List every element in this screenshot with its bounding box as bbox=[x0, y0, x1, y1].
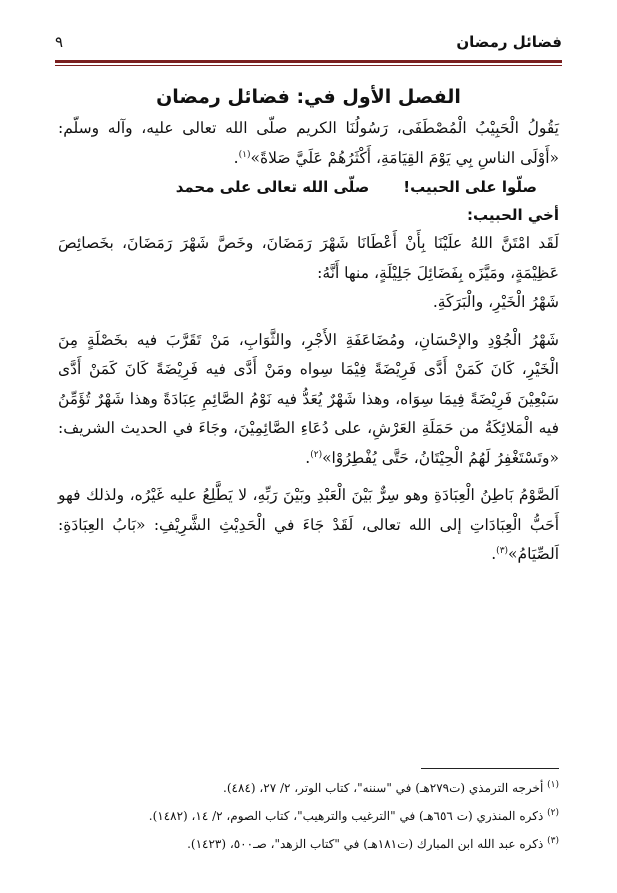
paragraph-text: يَقُولُ الْحَبِيْبُ الْمُصْطَفَى، رَسُولُنَا الكريم صلّى الله تعالى عليه، وآله وسلّم: «أَوْلَى الناسِ بِي يَوْمَ القِيَامَةِ، أَكْثَرُهُمْ عَلَيَّ صَلاةً» bbox=[58, 119, 559, 167]
paragraph-end: . bbox=[305, 448, 311, 467]
paragraph-text: شَهْرُ الْجُوْدِ والإحْسَانِ، ومُضَاعَفَةِ الأَجْرِ، والثَّوَابِ، مَنْ تَقَرَّبَ فيه بخَصْلَةٍ مِنَ الْخَيْرِ، كَانَ كَمَنْ أَدَّى فَرِيْضَةً فِيْمَا سِواه ومَنْ أَدَّى فيه فَرِيْضَةً كَانَ كَمَنْ أَدَّى سَبْعِيْنَ فَرِيْضَةً فِيمَا سِوَاه، وهذا شَهْرٌ يُعَدُّ فيه نَوْمُ الصَّائِمِ عِبَادَةً وهذا شَهْرٌ تُؤَمِّنُ فيه الْمَلائِكَةُ من حَمَلَةِ العَرْشِ، على دُعَاءِ الصَّائِمِيْنَ، وجَاءَ في الحديث الشريف: «وتَسْتَغْفِرُ لَهُمُ الْحِيْتَانُ، حَتَّى يُفْطِرُوْا» bbox=[58, 330, 559, 467]
chapter-title: الفصل الأول في: فضائل رمضان bbox=[156, 86, 461, 108]
footnote-marker: (١) bbox=[547, 780, 559, 790]
paragraph-end: . bbox=[491, 545, 497, 563]
footnotes bbox=[58, 774, 559, 858]
address-line bbox=[58, 201, 559, 229]
paragraph-month-of-generosity bbox=[58, 326, 559, 474]
paragraph-ramadan-gift: لَقَد امْتَنَّ اللهُ علَيْنَا بِأَنْ أَعْطَانَا شَهْرَ رَمَضَانَ، وخَصَّ شَهْرَ رَمَضَانَ، بخَصائِصَ عَظِيْمَةٍ، ومَيَّزَه بِفَضَائِلَ جَلِيْلَةٍ، منها أَنَّهُ: bbox=[58, 234, 559, 282]
address-text: أخي الحبيب bbox=[472, 206, 559, 224]
footnote-ref-2: (٢) bbox=[310, 449, 323, 460]
running-title: فضائل رمضان bbox=[456, 33, 562, 51]
footnote-1 bbox=[58, 774, 559, 802]
page-body bbox=[58, 82, 559, 570]
header-rule-thin bbox=[55, 65, 562, 66]
footnote-ref-3: (٣) bbox=[496, 545, 509, 556]
footnote-3 bbox=[58, 830, 559, 858]
page-number: ٩ bbox=[55, 33, 64, 51]
salawat-call: صلّوا على الحبيب! bbox=[403, 178, 537, 196]
footnote-marker: (٢) bbox=[547, 808, 559, 818]
footnote-2 bbox=[58, 802, 559, 830]
paragraph-fasting-secret bbox=[58, 481, 559, 570]
paragraph-end: . bbox=[233, 148, 239, 167]
spacer bbox=[58, 473, 559, 481]
footnote-text: أخرجه الترمذي (ت٢٧٩هـ) في "سننه"، كتاب الوتر، ٢/ ٢٧، (٤٨٤). bbox=[223, 781, 544, 795]
footnote-text: ذكره المنذري (ت ٦٥٦هـ) في "الترغيب والترهيب"، كتاب الصوم، ٢/ ١٤، (١٤٨٢). bbox=[148, 809, 544, 823]
footnote-separator bbox=[421, 768, 559, 769]
address-colon: : bbox=[466, 206, 473, 224]
paragraph-hadith-salawat bbox=[58, 114, 559, 173]
footnote-marker: (٣) bbox=[547, 836, 559, 846]
spacer bbox=[58, 318, 559, 326]
paragraph-text: اَلصَّوْمُ بَاطِنُ الْعِبَادَةِ وهو سِرٌّ بَيْنَ الْعَبْدِ وبَيْنَ رَبِّهِ، لا يَطَّلِعُ عليه غَيْرُه، ولذلك فهو أَحَبُّ الْعِبَادَاتِ إلى الله تعالى، لَقَدْ جَاءَ في الْحَدِيْثِ الشَّرِيْفِ: «بَابُ العِبَادَةِ: اَلصِّيَامُ» bbox=[58, 486, 559, 563]
footnote-ref-1: (١) bbox=[238, 149, 251, 160]
salawat-response: صلّى الله تعالى على محمد bbox=[175, 178, 370, 196]
footnote-text: ذكره عبد الله ابن المبارك (ت١٨١هـ) في "كتاب الزهد"، صـ٥٠٠، (١٤٢٣). bbox=[187, 837, 544, 851]
header-rule-thick bbox=[55, 60, 562, 63]
paragraph-month-of-good: شَهْرُ الْخَيْرِ، والْبَرَكَةِ. bbox=[432, 293, 559, 311]
salawat-line bbox=[58, 173, 559, 201]
page-header bbox=[55, 30, 562, 54]
